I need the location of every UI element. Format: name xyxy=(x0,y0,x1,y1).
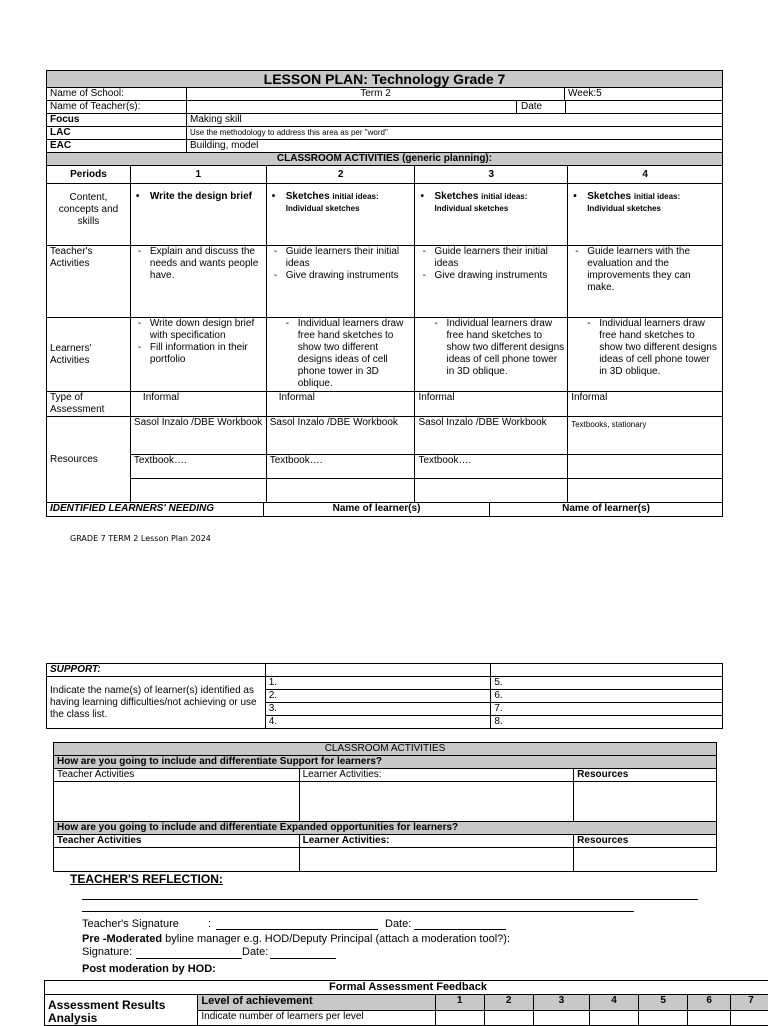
level-5: 5 xyxy=(639,995,688,1011)
learner-p1-item: - Write down design brief with specification xyxy=(134,318,263,342)
learner-p2-item: - Individual learners draw free hand sketches to show two different designs ideas of cell phone tower in 3D oblique. xyxy=(282,318,412,390)
level-count-3[interactable] xyxy=(533,1010,589,1026)
moderation-date-line[interactable] xyxy=(270,958,336,959)
learner-activities-header: Learner Activities: xyxy=(299,769,574,782)
assessment-type-label: Type of Assessment xyxy=(47,392,131,417)
support-question: How are you going to include and differentiate Support for learners? xyxy=(54,756,717,769)
resource-blank[interactable] xyxy=(568,479,723,503)
level-7: 7 xyxy=(731,995,768,1011)
moderation-signature-line[interactable] xyxy=(136,958,242,959)
resources-header: Resources xyxy=(574,769,717,782)
content-p3-note: initial ideas: Individual sketches xyxy=(434,192,527,213)
level-count-4[interactable] xyxy=(589,1010,638,1026)
focus-label: Focus xyxy=(47,114,187,126)
learner-activities-header-2: Learner Activities: xyxy=(299,835,574,848)
content-p2-note: initial ideas: Individual sketches xyxy=(286,192,379,213)
teacher-activities-header: Teacher Activities xyxy=(54,769,300,782)
teacher-p2-item: - Give drawing instruments xyxy=(270,270,412,282)
teacher-activities-field-2[interactable] xyxy=(54,848,300,872)
teacher-p1-item: - Explain and discuss the needs and wants people have. xyxy=(134,246,263,282)
resource-p1: Sasol Inzalo /DBE Workbook xyxy=(130,417,266,455)
teacher-p3-item: - Give drawing instruments xyxy=(418,270,564,282)
support-table xyxy=(46,663,723,729)
classroom-activities-table xyxy=(53,742,717,872)
assessment-p2: Informal xyxy=(266,392,415,417)
support-number-7[interactable]: 7. xyxy=(491,703,723,716)
support-blank xyxy=(265,664,491,677)
level-achievement-label: Level of achievement xyxy=(198,995,435,1011)
teacher-activities-field[interactable] xyxy=(54,782,300,822)
resource-p4-extra xyxy=(568,455,723,479)
periods-label: Periods xyxy=(47,166,131,184)
date-label: Date xyxy=(517,101,566,113)
support-label: SUPPORT: xyxy=(47,664,266,677)
date-field[interactable] xyxy=(566,101,722,113)
assessment-feedback-table xyxy=(44,980,768,1026)
level-1: 1 xyxy=(435,995,484,1011)
resources-field-2[interactable] xyxy=(574,848,717,872)
support-instruction: Indicate the name(s) of learner(s) identified as having learning difficulties/not achieving or use the class list. xyxy=(47,677,266,729)
signature-date-line[interactable] xyxy=(414,929,506,930)
resource-blank[interactable] xyxy=(130,479,266,503)
eac-value: Building, model xyxy=(187,140,258,152)
assessment-p3: Informal xyxy=(415,392,568,417)
support-number-1[interactable]: 1. xyxy=(265,677,491,690)
teacher-name-field[interactable] xyxy=(187,101,517,113)
learners-activities-label: Learners' Activities xyxy=(47,318,131,392)
page-footer: GRADE 7 TERM 2 Lesson Plan 2024 xyxy=(70,534,211,543)
classroom-activities-title: CLASSROOM ACTIVITIES xyxy=(54,743,717,756)
school-label: Name of School: xyxy=(47,88,187,100)
support-number-2[interactable]: 2. xyxy=(265,690,491,703)
period-1-header: 1 xyxy=(130,166,266,184)
learner-activities-field-2[interactable] xyxy=(299,848,574,872)
eac-label: EAC xyxy=(47,140,187,152)
week-label: Week:5 xyxy=(565,88,602,100)
post-moderation-label: Post moderation by HOD: xyxy=(82,963,216,976)
teacher-p3-item: - Guide learners their initial ideas xyxy=(418,246,564,270)
support-number-4[interactable]: 4. xyxy=(265,716,491,729)
signature-colon: : xyxy=(208,918,211,931)
focus-value: Making skill xyxy=(187,114,242,126)
resource-p3: Sasol Inzalo /DBE Workbook xyxy=(415,417,568,455)
resources-label: Resources xyxy=(47,417,131,503)
level-2: 2 xyxy=(484,995,533,1011)
level-count-7[interactable] xyxy=(731,1010,768,1026)
period-2-header: 2 xyxy=(266,166,415,184)
teacher-activities-header-2: Teacher Activities xyxy=(54,835,300,848)
resource-p1-extra: Textbook…. xyxy=(130,455,266,479)
learner-p1-item: - Fill information in their portfolio xyxy=(134,342,263,366)
resource-p2-extra: Textbook…. xyxy=(266,455,415,479)
content-p4-title: Sketches xyxy=(587,191,631,202)
lesson-plan-title: LESSON PLAN: Technology Grade 7 xyxy=(47,71,723,88)
teacher-signature-label: Teacher's Signature xyxy=(82,918,179,931)
assessment-results-label: Assessment Results Analysis xyxy=(45,995,198,1026)
level-count-1[interactable] xyxy=(435,1010,484,1026)
resources-field[interactable] xyxy=(574,782,717,822)
content-p2-title: Sketches xyxy=(286,191,330,202)
teacher-activities-label: Teacher's Activities xyxy=(47,246,131,318)
pre-moderated-text xyxy=(82,933,510,946)
pre-moderated-rest: byline manager e.g. HOD/Deputy Principal (attach a moderation tool?): xyxy=(165,933,510,945)
level-count-2[interactable] xyxy=(484,1010,533,1026)
learner-p3-item: - Individual learners draw free hand sketches to show two different designs ideas of cell phone tower in 3D oblique. xyxy=(430,318,564,378)
level-6: 6 xyxy=(688,995,731,1011)
resource-p2: Sasol Inzalo /DBE Workbook xyxy=(266,417,415,455)
resource-blank[interactable] xyxy=(266,479,415,503)
name-of-learner-col2: Name of learner(s) xyxy=(490,503,722,516)
lac-label: LAC xyxy=(47,127,187,139)
level-3: 3 xyxy=(533,995,589,1011)
content-label: Content, concepts and skills xyxy=(47,184,131,246)
content-p4-note: initial ideas: Individual sketches xyxy=(587,192,680,213)
content-p3-title: Sketches xyxy=(434,191,478,202)
support-number-8[interactable]: 8. xyxy=(491,716,723,729)
assessment-p1: Informal xyxy=(130,392,266,417)
resource-blank[interactable] xyxy=(415,479,568,503)
support-number-3[interactable]: 3. xyxy=(265,703,491,716)
learner-activities-field[interactable] xyxy=(299,782,574,822)
learner-p4-item: - Individual learners draw free hand sketches to show two different designs ideas of cell phone tower in 3D oblique. xyxy=(583,318,719,378)
lesson-plan-table xyxy=(46,70,723,517)
moderation-date-label: Date: xyxy=(242,946,268,959)
content-p1-title: • Write the design brief xyxy=(134,191,263,203)
reflection-line[interactable] xyxy=(82,911,634,912)
level-count-6[interactable] xyxy=(688,1010,731,1026)
identified-learners-label: IDENTIFIED LEARNERS' NEEDING xyxy=(47,503,264,516)
support-number-6[interactable]: 6. xyxy=(491,690,723,703)
classroom-activities-heading: CLASSROOM ACTIVITIES (generic planning): xyxy=(47,153,723,166)
support-blank xyxy=(491,664,723,677)
resource-p3-extra: Textbook…. xyxy=(415,455,568,479)
expanded-question: How are you going to include and differentiate Expanded opportunities for learners? xyxy=(54,822,717,835)
support-number-5[interactable]: 5. xyxy=(491,677,723,690)
reflection-heading: TEACHER'S REFLECTION: xyxy=(70,873,223,886)
resource-p4: Textbooks, stationary xyxy=(568,417,723,455)
name-of-learner-col1: Name of learner(s) xyxy=(264,503,490,516)
pre-moderated-bold: Pre -Moderated xyxy=(82,933,162,945)
feedback-heading: Formal Assessment Feedback xyxy=(45,981,768,995)
indicate-learners-label: Indicate number of learners per level xyxy=(198,1010,435,1026)
term-label: Term 2 xyxy=(187,88,565,100)
moderation-signature-label: Signature: xyxy=(82,946,132,959)
teacher-p4-item: - Guide learners with the evaluation and the improvements they can make. xyxy=(571,246,719,294)
signature-line[interactable] xyxy=(216,929,378,930)
assessment-p4: Informal xyxy=(568,392,723,417)
level-count-5[interactable] xyxy=(639,1010,688,1026)
signature-date-label: Date: xyxy=(385,918,411,931)
level-4: 4 xyxy=(589,995,638,1011)
period-3-header: 3 xyxy=(415,166,568,184)
teacher-name-label: Name of Teacher(s): xyxy=(47,101,187,113)
reflection-line[interactable] xyxy=(82,899,698,900)
resources-header-2: Resources xyxy=(574,835,717,848)
teacher-p2-item: - Guide learners their initial ideas xyxy=(270,246,412,270)
lac-value: Use the methodology to address this area as per "word" xyxy=(187,127,388,139)
period-4-header: 4 xyxy=(568,166,723,184)
